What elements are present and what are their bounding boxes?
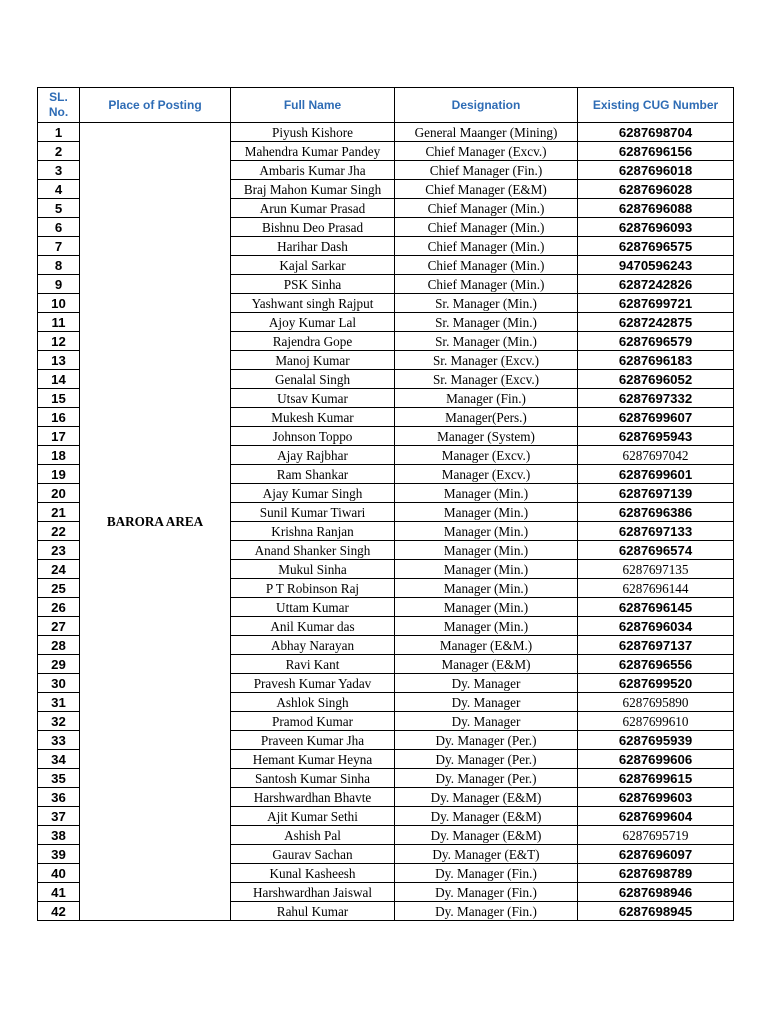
full-name-cell: Bishnu Deo Prasad xyxy=(231,218,395,237)
full-name-cell: Utsav Kumar xyxy=(231,389,395,408)
cug-number-cell: 6287697137 xyxy=(578,636,734,655)
sl-no-cell: 37 xyxy=(38,807,80,826)
cug-number-cell: 6287697135 xyxy=(578,560,734,579)
designation-cell: Chief Manager (Min.) xyxy=(395,256,578,275)
full-name-cell: Ajit Kumar Sethi xyxy=(231,807,395,826)
cug-number-cell: 6287699520 xyxy=(578,674,734,693)
full-name-cell: Praveen Kumar Jha xyxy=(231,731,395,750)
sl-no-cell: 39 xyxy=(38,845,80,864)
full-name-cell: Manoj Kumar xyxy=(231,351,395,370)
sl-no-cell: 26 xyxy=(38,598,80,617)
sl-no-cell: 17 xyxy=(38,427,80,446)
header-row xyxy=(38,88,734,123)
full-name-cell: Rajendra Gope xyxy=(231,332,395,351)
full-name-cell: Ashish Pal xyxy=(231,826,395,845)
sl-no-cell: 36 xyxy=(38,788,80,807)
sl-no-cell: 13 xyxy=(38,351,80,370)
designation-cell: Sr. Manager (Min.) xyxy=(395,313,578,332)
sl-no-cell: 31 xyxy=(38,693,80,712)
full-name-cell: Arun Kumar Prasad xyxy=(231,199,395,218)
designation-cell: Manager (Min.) xyxy=(395,617,578,636)
cug-number-cell: 6287696145 xyxy=(578,598,734,617)
full-name-cell: Santosh Kumar Sinha xyxy=(231,769,395,788)
cug-number-cell: 6287696144 xyxy=(578,579,734,598)
sl-no-cell: 18 xyxy=(38,446,80,465)
sl-no-cell: 4 xyxy=(38,180,80,199)
full-name-cell: Genalal Singh xyxy=(231,370,395,389)
cug-number-cell: 6287697042 xyxy=(578,446,734,465)
designation-cell: Manager (E&M) xyxy=(395,655,578,674)
header-sl-no: SL. No. xyxy=(38,88,80,123)
designation-cell: General Maanger (Mining) xyxy=(395,123,578,142)
designation-cell: Manager (Min.) xyxy=(395,579,578,598)
designation-cell: Chief Manager (E&M) xyxy=(395,180,578,199)
designation-cell: Manager (Min.) xyxy=(395,503,578,522)
cug-number-cell: 6287242875 xyxy=(578,313,734,332)
sl-no-cell: 9 xyxy=(38,275,80,294)
sl-no-cell: 33 xyxy=(38,731,80,750)
table-row xyxy=(38,123,734,142)
full-name-cell: Sunil Kumar Tiwari xyxy=(231,503,395,522)
full-name-cell: Rahul Kumar xyxy=(231,902,395,921)
full-name-cell: Mukul Sinha xyxy=(231,560,395,579)
designation-cell: Manager (Excv.) xyxy=(395,446,578,465)
full-name-cell: Mukesh Kumar xyxy=(231,408,395,427)
cug-number-cell: 6287699601 xyxy=(578,465,734,484)
designation-cell: Chief Manager (Min.) xyxy=(395,199,578,218)
cug-number-cell: 6287699721 xyxy=(578,294,734,313)
designation-cell: Dy. Manager xyxy=(395,693,578,712)
sl-no-cell: 40 xyxy=(38,864,80,883)
cug-number-cell: 9470596243 xyxy=(578,256,734,275)
cug-number-cell: 6287696093 xyxy=(578,218,734,237)
full-name-cell: Uttam Kumar xyxy=(231,598,395,617)
cug-number-cell: 6287696028 xyxy=(578,180,734,199)
cug-number-cell: 6287699610 xyxy=(578,712,734,731)
full-name-cell: Ajay Kumar Singh xyxy=(231,484,395,503)
cug-number-cell: 6287696088 xyxy=(578,199,734,218)
full-name-cell: PSK Sinha xyxy=(231,275,395,294)
sl-no-cell: 24 xyxy=(38,560,80,579)
cug-number-cell: 6287696574 xyxy=(578,541,734,560)
cug-number-cell: 6287698704 xyxy=(578,123,734,142)
designation-cell: Chief Manager (Min.) xyxy=(395,275,578,294)
cug-number-cell: 6287698946 xyxy=(578,883,734,902)
sl-no-cell: 3 xyxy=(38,161,80,180)
designation-cell: Chief Manager (Min.) xyxy=(395,237,578,256)
designation-cell: Manager (Min.) xyxy=(395,522,578,541)
cug-number-cell: 6287696097 xyxy=(578,845,734,864)
cug-number-cell: 6287696156 xyxy=(578,142,734,161)
designation-cell: Sr. Manager (Excv.) xyxy=(395,351,578,370)
designation-cell: Manager (Min.) xyxy=(395,560,578,579)
full-name-cell: Ajay Rajbhar xyxy=(231,446,395,465)
sl-no-cell: 22 xyxy=(38,522,80,541)
designation-cell: Sr. Manager (Min.) xyxy=(395,294,578,313)
sl-no-cell: 20 xyxy=(38,484,80,503)
cug-number-cell: 6287699603 xyxy=(578,788,734,807)
designation-cell: Dy. Manager (Per.) xyxy=(395,750,578,769)
designation-cell: Dy. Manager (E&M) xyxy=(395,788,578,807)
designation-cell: Chief Manager (Fin.) xyxy=(395,161,578,180)
full-name-cell: Ashlok Singh xyxy=(231,693,395,712)
designation-cell: Dy. Manager (E&M) xyxy=(395,826,578,845)
designation-cell: Manager (E&M.) xyxy=(395,636,578,655)
full-name-cell: Anand Shanker Singh xyxy=(231,541,395,560)
designation-cell: Dy. Manager (Fin.) xyxy=(395,902,578,921)
cug-number-cell: 6287696386 xyxy=(578,503,734,522)
sl-no-cell: 12 xyxy=(38,332,80,351)
header-place-of-posting: Place of Posting xyxy=(80,88,231,123)
sl-no-cell: 19 xyxy=(38,465,80,484)
cug-number-cell: 6287695719 xyxy=(578,826,734,845)
full-name-cell: Ravi Kant xyxy=(231,655,395,674)
cug-number-cell: 6287697332 xyxy=(578,389,734,408)
sl-no-cell: 7 xyxy=(38,237,80,256)
cug-number-cell: 6287696575 xyxy=(578,237,734,256)
full-name-cell: Ajoy Kumar Lal xyxy=(231,313,395,332)
sl-no-cell: 28 xyxy=(38,636,80,655)
full-name-cell: Harihar Dash xyxy=(231,237,395,256)
sl-no-cell: 41 xyxy=(38,883,80,902)
designation-cell: Manager (System) xyxy=(395,427,578,446)
designation-cell: Sr. Manager (Min.) xyxy=(395,332,578,351)
cug-number-cell: 6287697133 xyxy=(578,522,734,541)
sl-no-cell: 34 xyxy=(38,750,80,769)
designation-cell: Chief Manager (Min.) xyxy=(395,218,578,237)
sl-no-cell: 1 xyxy=(38,123,80,142)
full-name-cell: Pravesh Kumar Yadav xyxy=(231,674,395,693)
cug-number-cell: 6287695943 xyxy=(578,427,734,446)
sl-no-cell: 27 xyxy=(38,617,80,636)
designation-cell: Dy. Manager (E&M) xyxy=(395,807,578,826)
sl-no-cell: 14 xyxy=(38,370,80,389)
sl-no-cell: 38 xyxy=(38,826,80,845)
full-name-cell: Ram Shankar xyxy=(231,465,395,484)
full-name-cell: Pramod Kumar xyxy=(231,712,395,731)
cug-number-cell: 6287696018 xyxy=(578,161,734,180)
cug-number-cell: 6287698945 xyxy=(578,902,734,921)
sl-no-cell: 29 xyxy=(38,655,80,674)
cug-number-cell: 6287696183 xyxy=(578,351,734,370)
sl-no-cell: 8 xyxy=(38,256,80,275)
designation-cell: Manager (Min.) xyxy=(395,598,578,617)
sl-no-cell: 30 xyxy=(38,674,80,693)
full-name-cell: P T Robinson Raj xyxy=(231,579,395,598)
cug-number-cell: 6287696034 xyxy=(578,617,734,636)
cug-number-cell: 6287695890 xyxy=(578,693,734,712)
full-name-cell: Yashwant singh Rajput xyxy=(231,294,395,313)
header-designation: Designation xyxy=(395,88,578,123)
header-cug-number: Existing CUG Number xyxy=(578,88,734,123)
full-name-cell: Harshwardhan Jaiswal xyxy=(231,883,395,902)
cug-number-cell: 6287699615 xyxy=(578,769,734,788)
full-name-cell: Gaurav Sachan xyxy=(231,845,395,864)
full-name-cell: Kajal Sarkar xyxy=(231,256,395,275)
sl-no-cell: 16 xyxy=(38,408,80,427)
full-name-cell: Johnson Toppo xyxy=(231,427,395,446)
full-name-cell: Abhay Narayan xyxy=(231,636,395,655)
full-name-cell: Ambaris Kumar Jha xyxy=(231,161,395,180)
cug-number-cell: 6287697139 xyxy=(578,484,734,503)
sl-no-cell: 6 xyxy=(38,218,80,237)
sl-no-cell: 10 xyxy=(38,294,80,313)
full-name-cell: Anil Kumar das xyxy=(231,617,395,636)
designation-cell: Chief Manager (Excv.) xyxy=(395,142,578,161)
full-name-cell: Mahendra Kumar Pandey xyxy=(231,142,395,161)
sl-no-cell: 15 xyxy=(38,389,80,408)
cug-number-cell: 6287696556 xyxy=(578,655,734,674)
cug-number-cell: 6287699604 xyxy=(578,807,734,826)
cug-number-cell: 6287696579 xyxy=(578,332,734,351)
designation-cell: Dy. Manager (E&T) xyxy=(395,845,578,864)
cug-number-cell: 6287698789 xyxy=(578,864,734,883)
cug-number-cell: 6287696052 xyxy=(578,370,734,389)
full-name-cell: Krishna Ranjan xyxy=(231,522,395,541)
designation-cell: Manager (Min.) xyxy=(395,484,578,503)
cug-number-cell: 6287699606 xyxy=(578,750,734,769)
sl-no-cell: 5 xyxy=(38,199,80,218)
sl-no-cell: 11 xyxy=(38,313,80,332)
sl-no-cell: 25 xyxy=(38,579,80,598)
cug-number-table xyxy=(37,87,734,921)
full-name-cell: Braj Mahon Kumar Singh xyxy=(231,180,395,199)
sl-no-cell: 42 xyxy=(38,902,80,921)
sl-no-cell: 32 xyxy=(38,712,80,731)
designation-cell: Dy. Manager (Fin.) xyxy=(395,883,578,902)
designation-cell: Sr. Manager (Excv.) xyxy=(395,370,578,389)
designation-cell: Manager (Min.) xyxy=(395,541,578,560)
cug-number-cell: 6287242826 xyxy=(578,275,734,294)
full-name-cell: Hemant Kumar Heyna xyxy=(231,750,395,769)
sl-no-cell: 2 xyxy=(38,142,80,161)
cug-number-cell: 6287695939 xyxy=(578,731,734,750)
full-name-cell: Piyush Kishore xyxy=(231,123,395,142)
designation-cell: Manager (Fin.) xyxy=(395,389,578,408)
designation-cell: Dy. Manager xyxy=(395,674,578,693)
full-name-cell: Harshwardhan Bhavte xyxy=(231,788,395,807)
sl-no-cell: 23 xyxy=(38,541,80,560)
sl-no-cell: 21 xyxy=(38,503,80,522)
designation-cell: Dy. Manager xyxy=(395,712,578,731)
header-full-name: Full Name xyxy=(231,88,395,123)
designation-cell: Manager (Excv.) xyxy=(395,465,578,484)
place-of-posting-cell: BARORA AREA xyxy=(80,123,231,921)
designation-cell: Dy. Manager (Fin.) xyxy=(395,864,578,883)
designation-cell: Dy. Manager (Per.) xyxy=(395,731,578,750)
designation-cell: Dy. Manager (Per.) xyxy=(395,769,578,788)
sl-no-cell: 35 xyxy=(38,769,80,788)
full-name-cell: Kunal Kasheesh xyxy=(231,864,395,883)
cug-number-cell: 6287699607 xyxy=(578,408,734,427)
designation-cell: Manager(Pers.) xyxy=(395,408,578,427)
